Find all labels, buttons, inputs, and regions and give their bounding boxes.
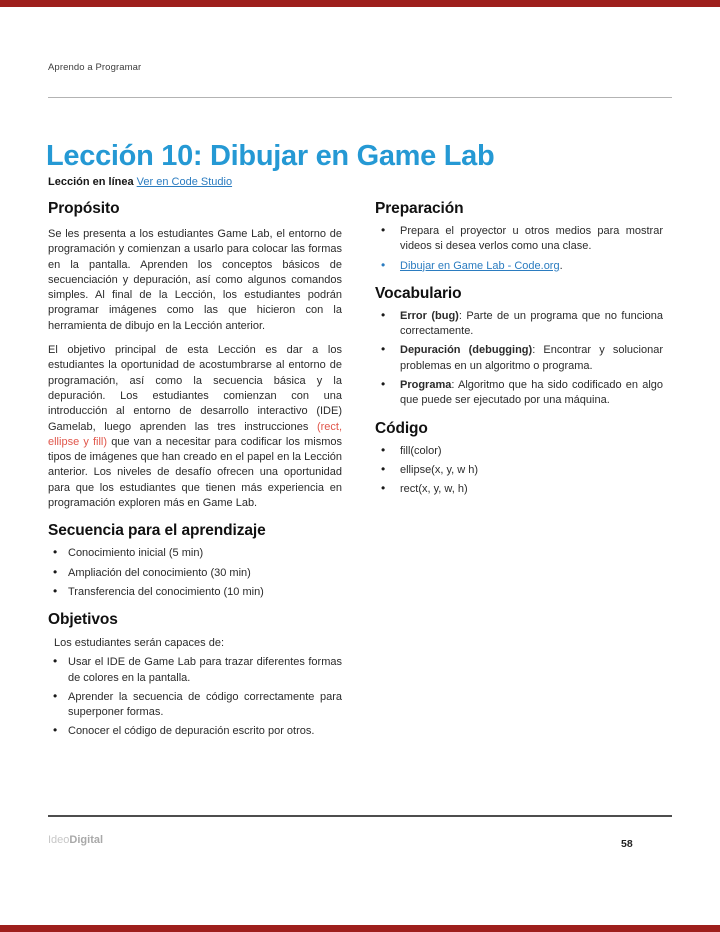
right-column [375,200,663,498]
header-divider [48,97,672,98]
p2-text-pre: El objetivo principal de esta Lección es dar a los estudiantes la oportunidad de acostumbrarse al entorno de programación, así como la secuencia básica y la depuración. Los estudiantes comienzan con una introducción al entorno de desarrollo interactivo (IDE) Gamelab, luego aprenden las tres instrucciones [48,344,342,433]
proposito-paragraph-2 [48,343,342,511]
list-item: • Transferencia del conocimiento (10 min) [48,585,342,600]
secuencia-list [48,546,342,600]
footer-logo-bold: Digital [69,834,104,846]
left-column [48,200,342,740]
proposito-paragraph-1: Se les presenta a los estudiantes Game Lab, el entorno de programación y comienzan a usarlo para colocar las formas en la pantalla. Aprenden los conceptos básicos de secuenciación y depuración, así como algunos comandos simples. Al final de la Lección, los estudiantes podrán programar imágenes como las que hicieron con la herramienta de dibujo en la Lección anterior. [48,228,342,332]
vocab-term: Depuración (debugging) [400,344,533,357]
vocab-item [375,378,663,409]
preparacion-list [375,224,663,274]
vocab-def: : Encontrar y solucionar problemas en un algoritmo o programa. [400,344,663,372]
vocab-def: : Parte de un programa que no funciona correctamente. [400,309,663,338]
code-item: • rect(x, y, w, h) [375,482,663,497]
secuencia-heading: Secuencia para el aprendizaje [48,522,266,540]
vocab-item [375,309,663,340]
page-title: Lección 10: Dibujar en Game Lab [46,140,495,173]
lesson-meta [48,176,232,188]
link-suffix: . [559,259,563,272]
p2-code-terms: (rect, ellipse y fill) [48,420,342,448]
list-item-link [375,259,663,274]
vocabulario-list [375,309,663,409]
objetivos-heading: Objetivos [48,611,118,629]
curriculum-brand: Aprendo a Programar [48,62,142,73]
codigo-list [375,444,663,498]
objetivos-list [48,655,342,739]
code-item: • fill(color) [375,444,663,459]
footer-logo-light: Ideo [48,834,70,846]
list-item: • Aprender la secuencia de código correctamente para superponer formas. [48,690,342,721]
footer-divider [48,815,672,817]
vocab-term: Error (bug) [400,309,459,322]
top-accent-bar [0,0,720,7]
list-item: • Usar el IDE de Game Lab para trazar diferentes formas de colores en la pantalla. [48,655,342,686]
objetivos-intro: Los estudiantes serán capaces de: [54,637,225,650]
preparacion-heading: Preparación [375,200,464,217]
list-item: • Ampliación del conocimiento (30 min) [48,566,342,581]
vocab-item [375,343,663,374]
footer-logo [48,834,103,846]
list-item: • Conocer el código de depuración escrito por otros. [48,724,342,739]
code-item: • ellipse(x, y, w h) [375,463,663,478]
page-number: 58 [621,838,633,850]
list-item: • Prepara el proyector u otros medios para mostrar videos si desea verlos como una clase. [375,224,663,255]
vocabulario-heading: Vocabulario [375,284,462,302]
bottom-accent-bar [0,925,720,932]
game-lab-resource-link[interactable]: Dibujar en Game Lab - Code.org [400,259,560,272]
codigo-heading: Código [375,419,428,437]
vocab-term: Programa [400,379,452,392]
p2-text-post: que van a necesitar para codificar los mismos tipos de imágenes que han creado en el papel en la Lección anterior. Los niveles de desafío ofrecen una oportunidad para que los estudiantes que tienen más experiencia en programación exploren más en Game Lab. [48,435,342,510]
code-studio-link[interactable]: Ver en Code Studio [136,176,233,188]
online-lesson-label: Lección en línea [48,176,134,188]
list-item: • Conocimiento inicial (5 min) [48,546,342,561]
vocab-def: : Algoritmo que ha sido codificado en algo que puede ser ejecutado por una máquina. [400,379,663,407]
proposito-heading: Propósito [48,200,120,217]
